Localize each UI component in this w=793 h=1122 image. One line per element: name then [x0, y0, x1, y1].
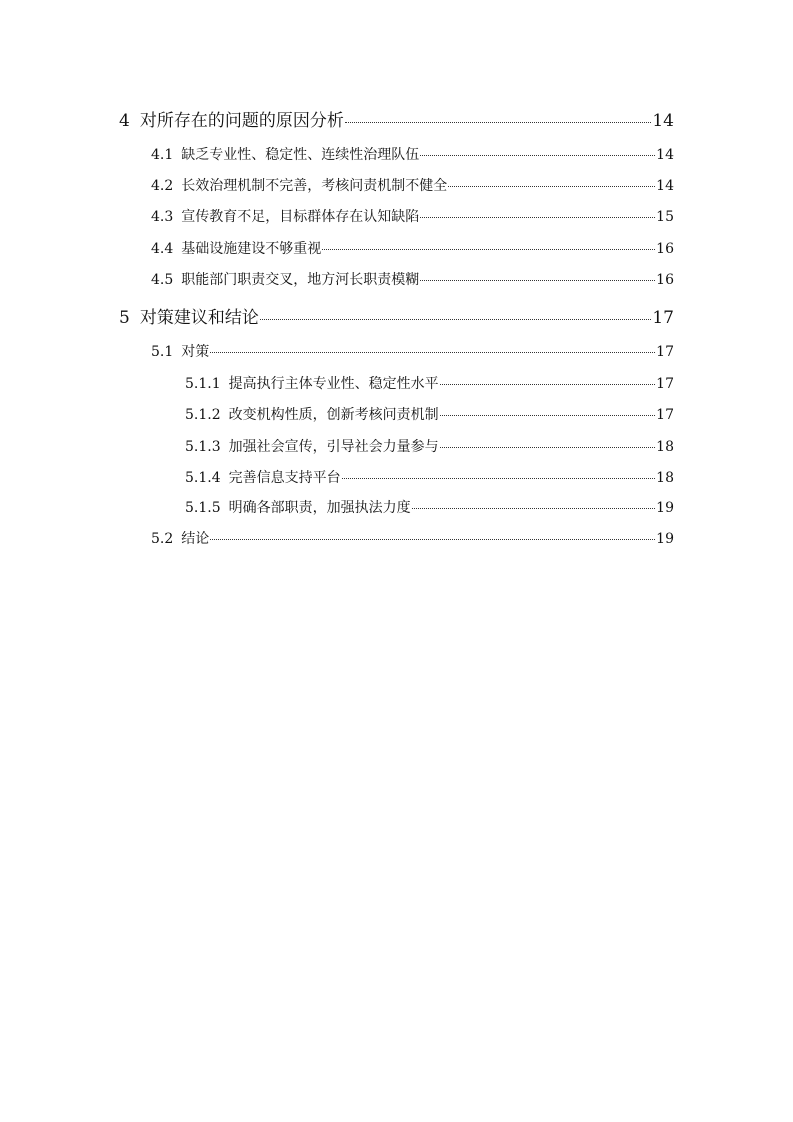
toc-entry-5-2[interactable]: [151, 528, 674, 548]
toc-entry-page: 14: [656, 178, 674, 194]
dot-leader: [440, 446, 656, 448]
toc-entry-number: 4.4: [151, 241, 174, 257]
toc-entry-title: 完善信息支持平台: [228, 470, 341, 486]
toc-entry-title: 基础设施建设不够重视: [181, 241, 322, 257]
toc-entry-5-1-1[interactable]: [185, 373, 674, 393]
toc-entry-page: 16: [656, 241, 674, 257]
toc-entry-number: 4.5: [151, 272, 174, 288]
toc-entry-5-1-4[interactable]: [185, 467, 674, 487]
dot-leader: [342, 477, 656, 479]
toc-entry-number: 4.3: [151, 209, 174, 225]
dot-leader: [420, 216, 655, 218]
dot-leader: [448, 185, 655, 187]
toc-entry-title: 对策: [181, 344, 210, 360]
toc-entry-page: 16: [656, 272, 674, 288]
toc-entry-4-2[interactable]: [151, 175, 674, 195]
toc-entry-number: 5.1.1: [185, 376, 221, 392]
toc-entry-number: 5.1.5: [185, 500, 221, 516]
toc-entry-title: 宣传教育不足，目标群体存在认知缺陷: [181, 209, 420, 225]
dot-leader: [412, 507, 656, 509]
toc-entry-5-1-2[interactable]: [185, 404, 674, 424]
toc-entry-number: 4: [119, 111, 130, 131]
dot-leader: [210, 538, 655, 540]
toc-entry-number: 5.1.3: [185, 439, 221, 455]
toc-entry-title: 对策建议和结论: [139, 308, 259, 328]
toc-entry-page: 18: [656, 439, 674, 455]
toc-entry-title: 明确各部职责，加强执法力度: [228, 500, 411, 516]
toc-entry-title: 对所存在的问题的原因分析: [139, 111, 344, 131]
toc-entry-page: 17: [652, 308, 674, 328]
toc-entry-number: 5.1.2: [185, 407, 221, 423]
toc-entry-4-5[interactable]: [151, 269, 674, 289]
toc-entry-number: 5.1: [151, 344, 174, 360]
toc-entry-page: 14: [656, 147, 674, 163]
toc-entry-number: 5.2: [151, 531, 174, 547]
toc-entry-5[interactable]: [119, 303, 674, 328]
dot-leader: [440, 414, 656, 416]
toc-entry-page: 14: [652, 111, 674, 131]
toc-entry-title: 提高执行主体专业性、稳定性水平: [228, 376, 439, 392]
toc-entry-number: 4.1: [151, 147, 174, 163]
toc-entry-title: 加强社会宣传，引导社会力量参与: [228, 439, 439, 455]
dot-leader: [345, 121, 652, 123]
toc-entry-number: 5.1.4: [185, 470, 221, 486]
toc-entry-page: 15: [656, 209, 674, 225]
toc-entry-page: 19: [656, 531, 674, 547]
toc-entry-number: 4.2: [151, 178, 174, 194]
dot-leader: [322, 248, 655, 250]
toc-entry-number: 5: [119, 308, 130, 328]
toc-entry-4-1[interactable]: [151, 144, 674, 164]
toc-entry-title: 结论: [181, 531, 210, 547]
toc-entry-5-1-3[interactable]: [185, 436, 674, 456]
toc-entry-page: 19: [656, 500, 674, 516]
dot-leader: [420, 279, 655, 281]
toc-entry-4[interactable]: [119, 106, 674, 131]
toc-entry-title: 长效治理机制不完善，考核问责机制不健全: [181, 178, 448, 194]
toc-entry-page: 17: [656, 407, 674, 423]
dot-leader: [420, 154, 655, 156]
dot-leader: [440, 383, 656, 385]
toc-entry-title: 职能部门职责交叉，地方河长职责模糊: [181, 272, 420, 288]
toc-entry-5-1-5[interactable]: [185, 497, 674, 517]
toc-entry-title: 缺乏专业性、稳定性、连续性治理队伍: [181, 147, 420, 163]
toc-entry-page: 17: [656, 344, 674, 360]
toc-entry-page: 17: [656, 376, 674, 392]
dot-leader: [260, 318, 652, 320]
toc-entry-page: 18: [656, 470, 674, 486]
toc-entry-4-3[interactable]: [151, 206, 674, 226]
dot-leader: [210, 351, 655, 353]
toc-entry-5-1[interactable]: [151, 341, 674, 361]
toc-entry-title: 改变机构性质，创新考核问责机制: [228, 407, 439, 423]
toc-entry-4-4[interactable]: [151, 238, 674, 258]
